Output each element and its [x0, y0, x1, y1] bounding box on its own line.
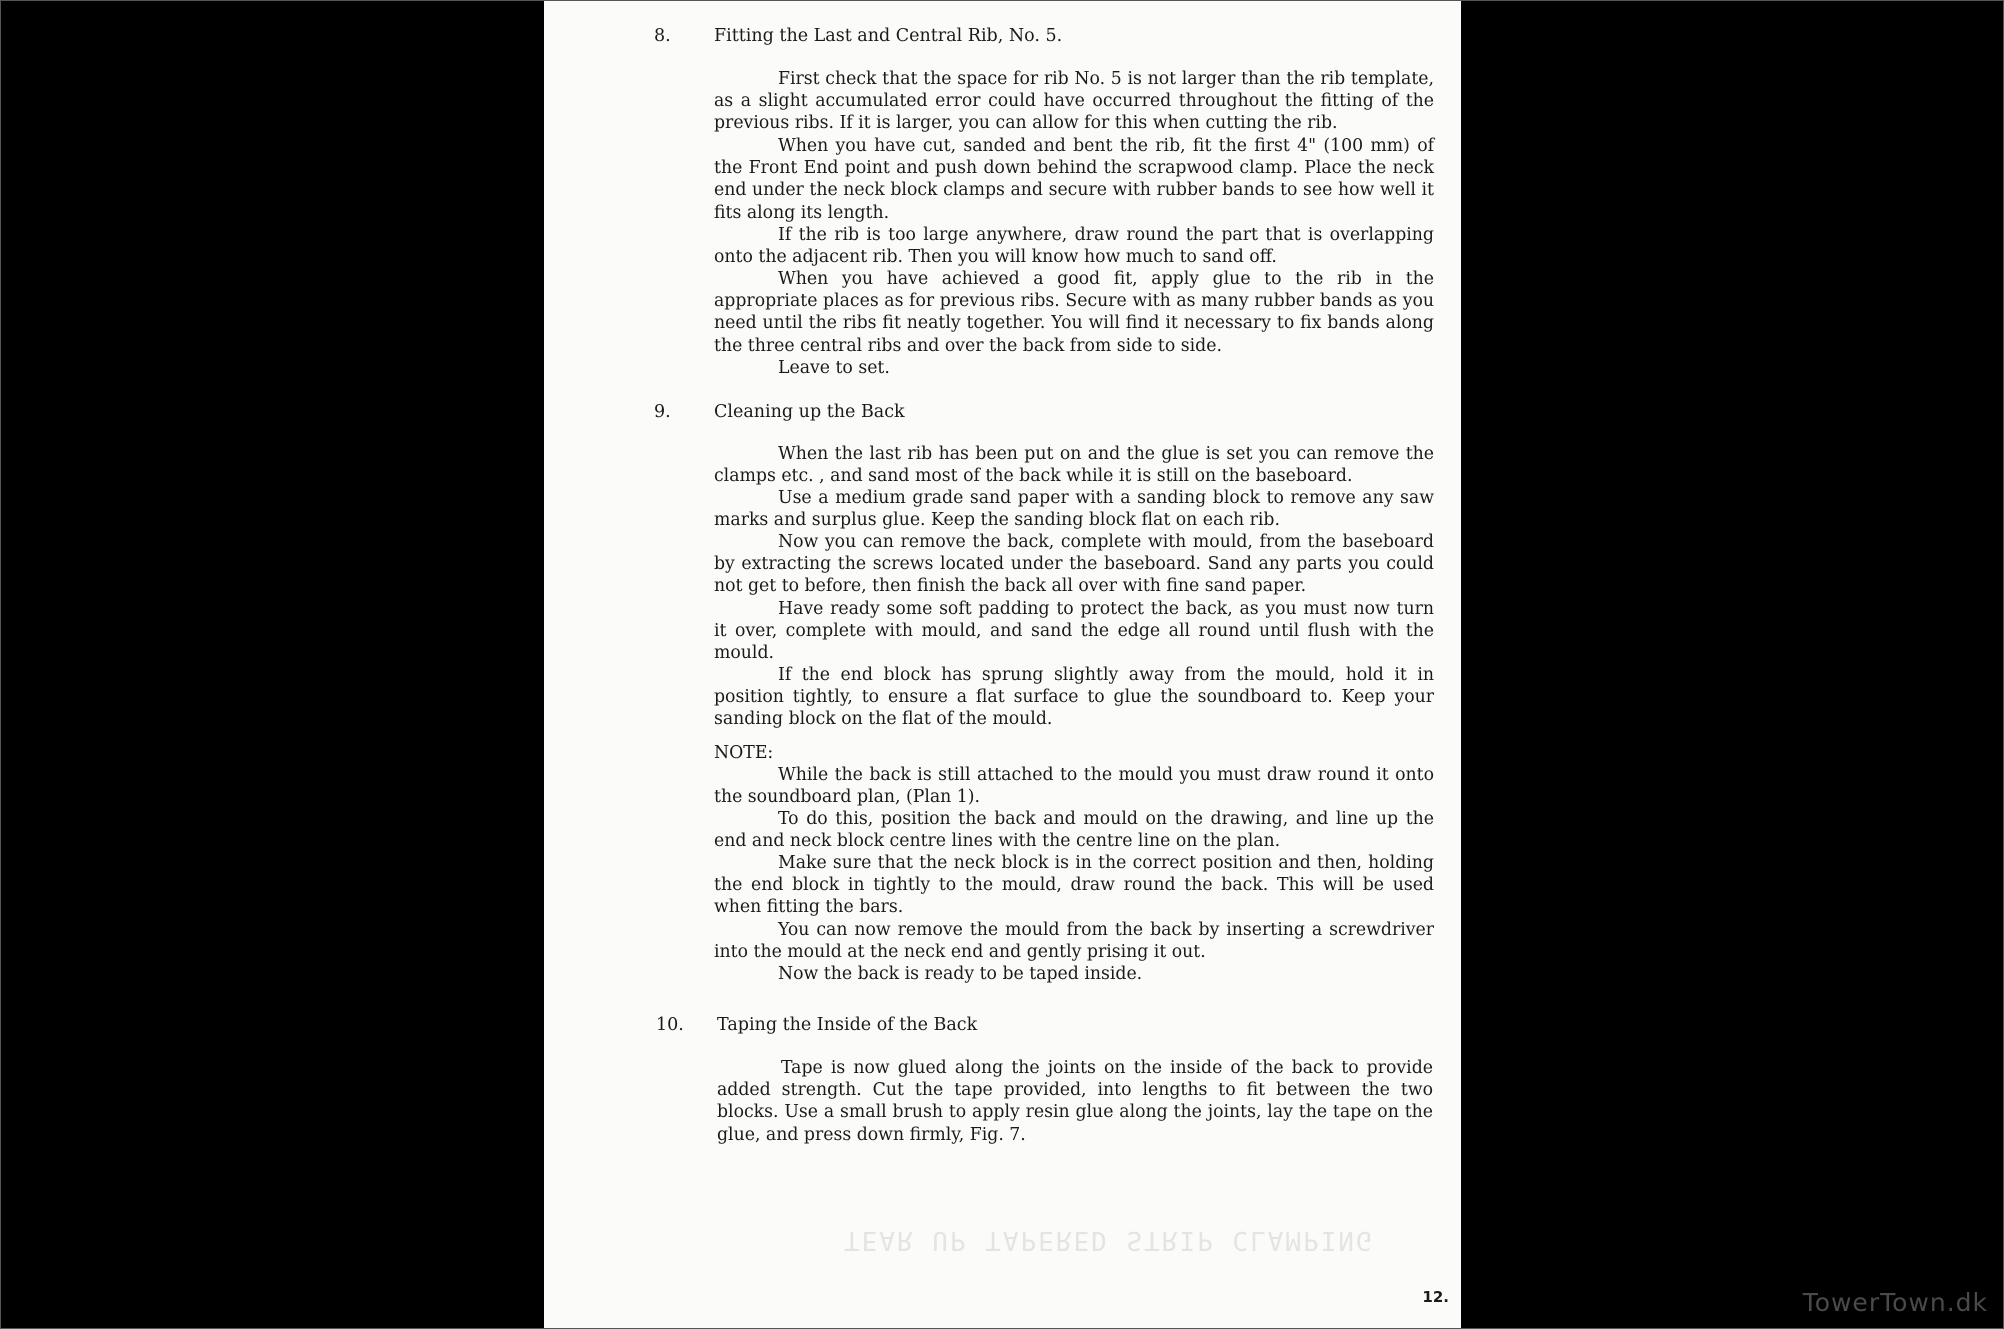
section-10-paragraph-1: Tape is now glued along the joints on the inside of the back to provide added strength. Cut the tape provided, into lengths to fit between the two blocks. Use a small brush to apply resin glue along the joints, lay the tape on the glue, and press down firmly, Fig. 7. — [717, 1058, 1433, 1145]
page-number: 12. — [1422, 1288, 1449, 1306]
document-page — [544, 0, 1461, 1329]
section-9-paragraph-3: Now you can remove the back, complete with mould, from the baseboard by extracting the screws located under the baseboard. Sand any parts you could not get to before, then finish the back all over with fine sand paper. — [714, 532, 1434, 597]
section-10-number: 10. — [656, 1015, 684, 1035]
section-8-paragraph-2: When you have cut, sanded and bent the rib, fit the first 4" (100 mm) of the Front End point and push down behind the scrapwood clamp. Place the neck end under the neck block clamps and secure with rubber bands to see how well it fits along its length. — [714, 136, 1434, 223]
note-paragraph-2: To do this, position the back and mould on the drawing, and line up the end and neck block centre lines with the centre line on the plan. — [714, 809, 1434, 852]
note-paragraph-4: You can now remove the mould from the back by inserting a screwdriver into the mould at the neck end and gently prising it out. — [714, 920, 1434, 963]
section-9-paragraph-4: Have ready some soft padding to protect the back, as you must now turn it over, complete with mould, and sand the edge all round until flush with the mould. — [714, 599, 1434, 664]
section-8-title: Fitting the Last and Central Rib, No. 5. — [714, 26, 1063, 46]
section-8-number: 8. — [654, 26, 671, 46]
section-9-paragraph-5: If the end block has sprung slightly away from the mould, hold it in position tightly, to ensure a flat surface to glue the soundboard to. Keep your sanding block on the flat of the mould. — [714, 665, 1434, 730]
note-paragraph-1: While the back is still attached to the mould you must draw round it onto the soundboard plan, (Plan 1). — [714, 765, 1434, 808]
section-9-paragraph-2: Use a medium grade sand paper with a sanding block to remove any saw marks and surplus glue. Keep the sanding block flat on each rib. — [714, 488, 1434, 531]
section-10-title: Taping the Inside of the Back — [717, 1015, 978, 1035]
site-watermark: TowerTown.dk — [1802, 1288, 1988, 1317]
section-8-paragraph-5: Leave to set. — [778, 358, 890, 378]
note-paragraph-5: Now the back is ready to be taped inside. — [778, 964, 1143, 984]
section-9-paragraph-1: When the last rib has been put on and the glue is set you can remove the clamps etc. , and sand most of the back while it is still on the baseboard. — [714, 444, 1434, 487]
section-8-paragraph-4: When you have achieved a good fit, apply glue to the rib in the appropriate places as for previous ribs. Secure with as many rubber bands as you need until the ribs fit neatly together. You will find it necessary to fix bands along the three central ribs and over the back from side to side. — [714, 269, 1434, 356]
section-9-title: Cleaning up the Back — [714, 402, 905, 422]
note-label: NOTE: — [714, 743, 774, 763]
section-8-paragraph-1: First check that the space for rib No. 5 is not larger than the rib template, as a slight accumulated error could have occurred throughout the fitting of the previous ribs. If it is larger, you can allow for this when cutting the rib. — [714, 69, 1434, 134]
bleed-through-text: TEAR UP TAPERED STRIP CLAMPING — [844, 1225, 1374, 1255]
note-paragraph-3: Make sure that the neck block is in the correct position and then, holding the end block in tightly to the mould, draw round the back. This will be used when fitting the bars. — [714, 853, 1434, 918]
section-8-paragraph-3: If the rib is too large anywhere, draw round the part that is overlapping onto the adjacent rib. Then you will know how much to sand off. — [714, 225, 1434, 268]
section-9-number: 9. — [654, 402, 671, 422]
